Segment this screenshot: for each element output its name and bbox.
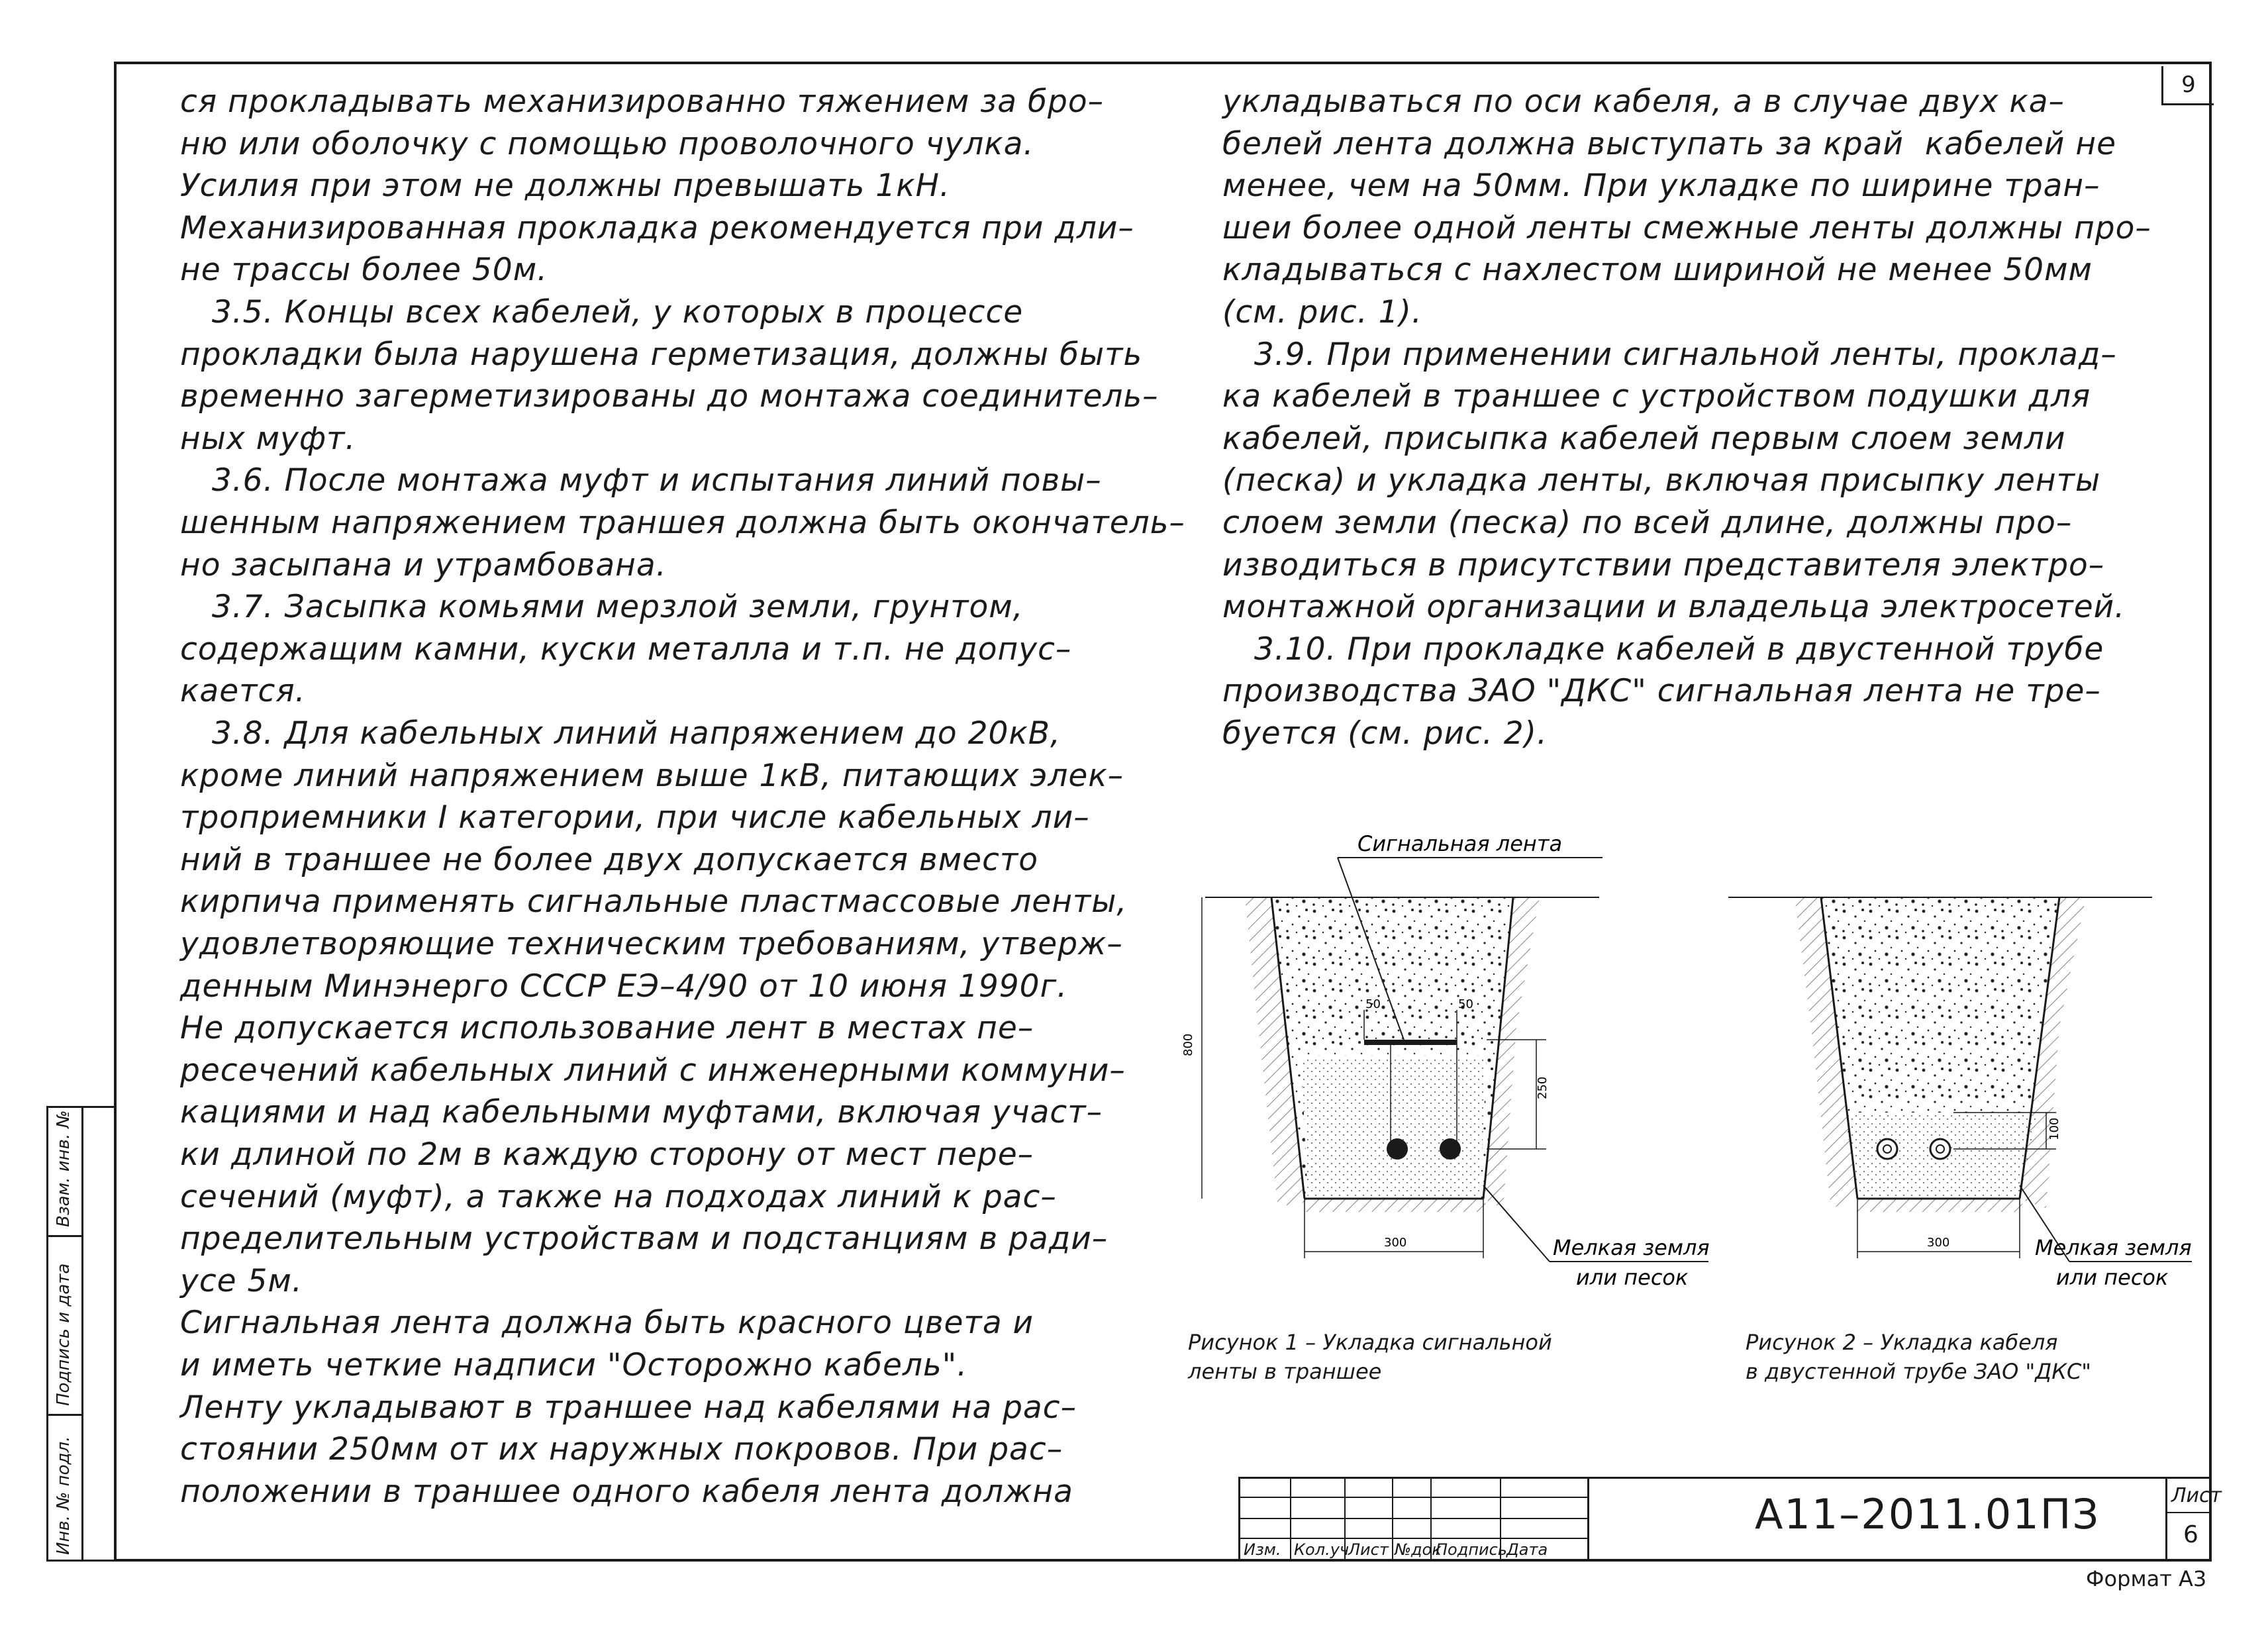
left_column-line: денным Минэнерго СССР ЕЭ–4/90 от 10 июня 1990г. bbox=[180, 968, 1068, 1005]
right_column-line: кабелей, присыпка кабелей первым слоем земли bbox=[1222, 420, 2066, 457]
header-list: Лист bbox=[1348, 1540, 1389, 1559]
header-izm: Изм. bbox=[1244, 1540, 1281, 1559]
right_column-line: производства ЗАО "ДКС" сигнальная лента не тре– bbox=[1222, 673, 2101, 710]
right_column-line: шеи более одной ленты смежные ленты должны про– bbox=[1222, 209, 2151, 246]
figure-1-soil-label-2: или песок bbox=[1576, 1265, 1689, 1290]
header-date: Дата bbox=[1506, 1540, 1548, 1559]
left_column-line: Усилия при этом не должны превышать 1кН. bbox=[180, 168, 950, 205]
figure-2-bottom-width-dim: 300 bbox=[1927, 1236, 1950, 1250]
figure-1-tape-height-dim: 250 bbox=[1536, 1076, 1550, 1099]
left_column-line: 3.6. После монтажа муфт и испытания линий повы– bbox=[180, 462, 1102, 499]
side-stamp bbox=[46, 1106, 114, 1562]
left_column-line: сечений (муфт), а также на подходах линий к рас– bbox=[180, 1178, 1057, 1215]
left_column-line: прокладки была нарушена герметизация, должны быть bbox=[180, 336, 1143, 373]
left_column-line: троприемники I категории, при числе кабельных ли– bbox=[180, 799, 1090, 836]
sheet-number: 6 bbox=[2183, 1521, 2198, 1548]
left_column-line: и иметь четкие надписи "Осторожно кабель". bbox=[180, 1347, 968, 1383]
figure-1-offset-left-dim: 50 bbox=[1365, 997, 1381, 1011]
figure-2-caption-line-2: в двустенной трубе ЗАО "ДКС" bbox=[1746, 1359, 2092, 1384]
figure-1-trench bbox=[1181, 831, 1710, 1290]
left_column-line: Механизированная прокладка рекомендуется при дли– bbox=[180, 209, 1134, 246]
right_column-line: монтажной организации и владельца электросетей. bbox=[1222, 589, 2126, 626]
right_column-line: изводиться в присутствии представителя электро– bbox=[1222, 546, 2105, 583]
right_column-line: (см. рис. 1). bbox=[1222, 294, 1422, 330]
figure-2-pipe-height-dim: 100 bbox=[2047, 1117, 2061, 1140]
left_column-line: положении в траншее одного кабеля лента должна bbox=[180, 1473, 1073, 1510]
figure-1-caption-line-2: ленты в траншее bbox=[1188, 1359, 1382, 1384]
header-kol-uch: Кол.уч bbox=[1294, 1540, 1350, 1559]
figure-1-bottom-width-dim: 300 bbox=[1384, 1236, 1407, 1250]
left_column-line: ню или оболочку с помощью проволочного чулка. bbox=[180, 125, 1034, 162]
left_column-line: удовлетворяющие техническим требованиям, утверж– bbox=[180, 926, 1123, 962]
figure-1-tape-label: Сигнальная лента bbox=[1357, 831, 1563, 856]
right_column-line: ка кабелей в траншее с устройством подушки для bbox=[1222, 378, 2091, 415]
right_column-line: 3.10. При прокладке кабелей в двустенной трубе bbox=[1222, 630, 2104, 668]
title-block bbox=[1238, 1477, 2222, 1562]
left_column-line: не трассы более 50м. bbox=[180, 252, 548, 289]
figure-2-soil-label-2: или песок bbox=[2056, 1265, 2169, 1290]
left_column-line: усе 5м. bbox=[180, 1262, 303, 1299]
left_column-line: кроме линий напряжением выше 1кВ, питающих элек– bbox=[180, 757, 1124, 794]
right_column-line: слоем земли (песка) по всей длине, должны про– bbox=[1222, 505, 2073, 541]
right_column-line: укладываться по оси кабеля, а в случае двух ка– bbox=[1222, 83, 2065, 120]
left_column-line: ся прокладывать механизированно тяжением за бро– bbox=[180, 83, 1105, 120]
side-stamp-original-inv: Инв. № подл. bbox=[54, 1436, 74, 1555]
left_column-line: ки длиной по 2м в каждую сторону от мест пере– bbox=[180, 1136, 1034, 1173]
figure-2-caption-line-1: Рисунок 2 – Укладка кабеля bbox=[1746, 1330, 2058, 1355]
left_column-line: шенным напряжением траншея должна быть окончатель– bbox=[180, 505, 1185, 541]
figure-1-soil-label-1: Мелкая земля bbox=[1553, 1235, 1710, 1260]
left_column-line: 3.7. Засыпка комьями мерзлой земли, грунтом, bbox=[180, 589, 1024, 626]
left_column-line: ний в траншее не более двух допускается вместо bbox=[180, 841, 1039, 878]
left_column-line: пределительным устройствам и подстанциям в ради– bbox=[180, 1220, 1109, 1258]
right_column-line: белей лента должна выступать за край кабелей не bbox=[1222, 125, 2117, 162]
left_column-line: Сигнальная лента должна быть красного цвета и bbox=[180, 1305, 1034, 1342]
left_column-line: 3.8. Для кабельных линий напряжением до 20кВ, bbox=[180, 715, 1061, 752]
left_column-line: кается. bbox=[180, 673, 306, 710]
left_column-line: Ленту укладывают в траншее над кабелями на рас– bbox=[180, 1389, 1077, 1426]
sheet-label: Лист bbox=[2171, 1484, 2222, 1507]
right_column-line: 3.9. При применении сигнальной ленты, проклад– bbox=[1222, 336, 2117, 373]
right_column-line: буется (см. рис. 2). bbox=[1222, 715, 1548, 752]
left_column-line: Не допускается использование лент в местах пе– bbox=[180, 1010, 1034, 1047]
figure-1-depth-dim: 800 bbox=[1181, 1033, 1195, 1056]
left_column-line: временно загерметизированы до монтажа соединитель– bbox=[180, 378, 1159, 415]
side-stamp-signature-date: Подпись и дата bbox=[54, 1263, 74, 1406]
sheet-number-box bbox=[2165, 1477, 2222, 1562]
right_column-line: менее, чем на 50мм. При укладке по ширине тран– bbox=[1222, 168, 2100, 205]
header-doc-number: №док bbox=[1395, 1540, 1442, 1559]
left_column-line: ресечений кабельных линий с инженерными коммуни– bbox=[180, 1052, 1126, 1089]
left_column-line: ных муфт. bbox=[180, 420, 356, 457]
left_column-line: кирпича применять сигнальные пластмассовые ленты, bbox=[180, 883, 1128, 921]
left_column-line: содержащим камни, куски металла и т.п. не допус– bbox=[180, 630, 1072, 668]
figure-1-caption-line-1: Рисунок 1 – Укладка сигнальной bbox=[1188, 1330, 1552, 1355]
left_column-line: кациями и над кабельными муфтами, включая участ– bbox=[180, 1094, 1103, 1131]
right_column-line: кладываться с нахлестом шириной не менее 50мм bbox=[1222, 252, 2093, 289]
sheet-corner-number: 9 bbox=[2161, 66, 2214, 105]
left_column-line: но засыпана и утрамбована. bbox=[180, 546, 667, 583]
document-designation: А11–2011.01ПЗ bbox=[1755, 1490, 2100, 1538]
left_column-line: стоянии 250мм от их наружных покровов. При рас– bbox=[180, 1431, 1063, 1468]
figure-1-offset-right-dim: 50 bbox=[1458, 997, 1473, 1011]
figure-2-soil-label-1: Мелкая земля bbox=[2035, 1235, 2192, 1260]
figure-2-trench bbox=[1728, 897, 2192, 1290]
right_column-line: (песка) и укладка ленты, включая присыпку ленты bbox=[1222, 462, 2101, 499]
left_column-line: 3.5. Концы всех кабелей, у которых в процессе bbox=[180, 294, 1024, 330]
format-label: Формат А3 bbox=[2086, 1566, 2207, 1591]
side-stamp-replace-inv: Взам. инв. № bbox=[54, 1110, 74, 1227]
header-signature: Подпись bbox=[1436, 1540, 1507, 1559]
